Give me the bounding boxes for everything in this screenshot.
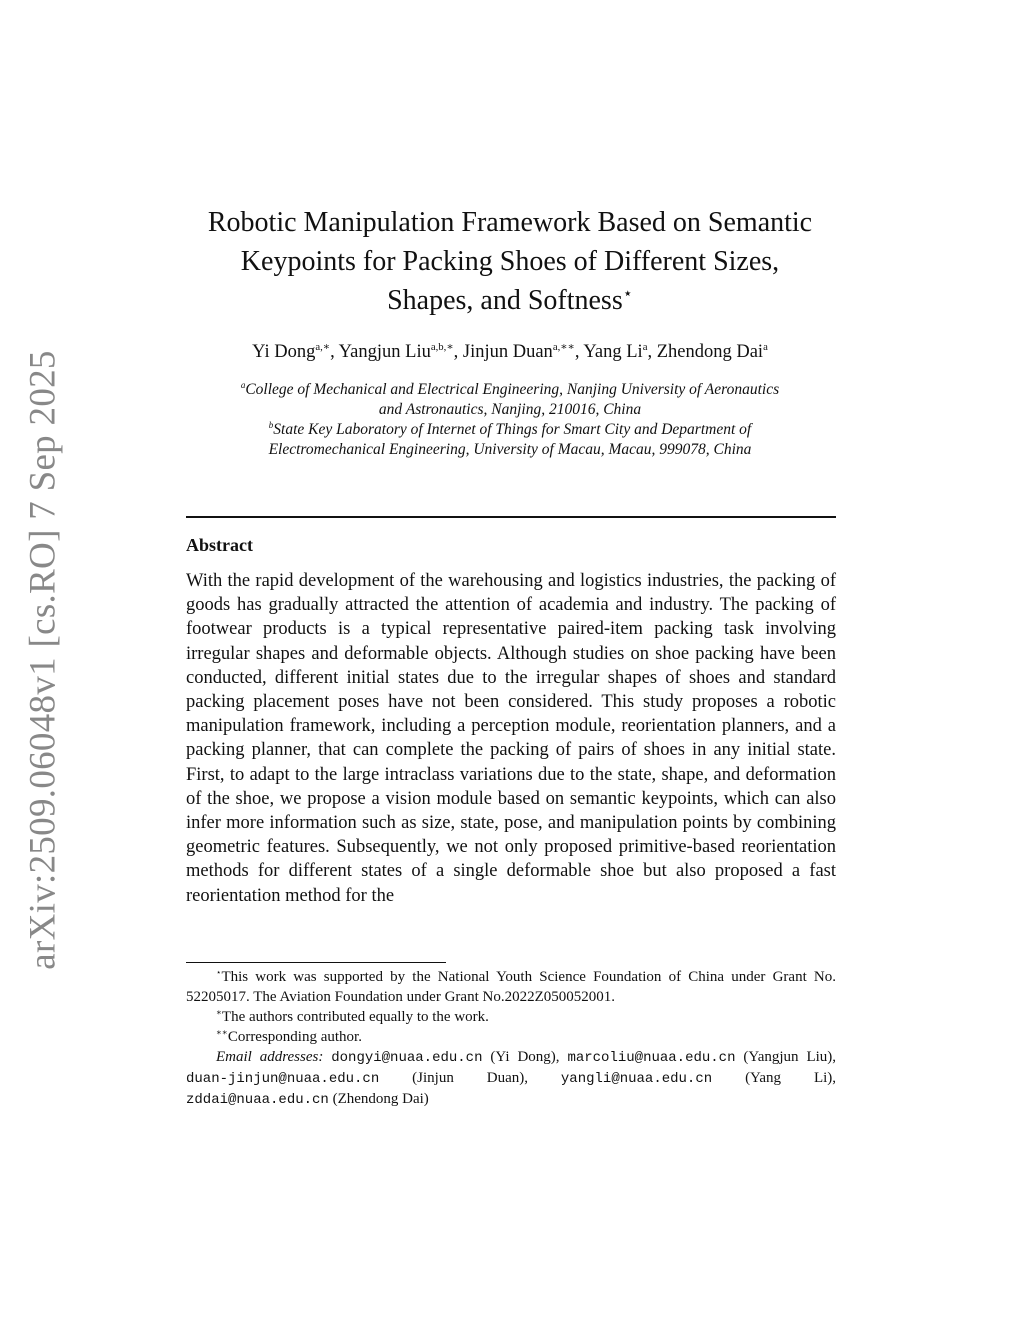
email-label: Email addresses: xyxy=(216,1049,324,1065)
abstract-heading: Abstract xyxy=(186,535,253,555)
footnote-emails xyxy=(186,1047,836,1110)
footnote-corresponding xyxy=(186,1027,836,1047)
title-line-2: Keypoints for Packing Shoes of Different Sizes, xyxy=(240,246,780,277)
email-owner: (Zhendong Dai) xyxy=(332,1091,429,1107)
footnote-corr-text: Corresponding author. xyxy=(227,1029,362,1045)
footnote-funding-text: This work was supported by the National Youth Science Foundation of China under Grant No. 52205017. The Aviation Foundation under Grant No.2022Z050052001. xyxy=(186,969,836,1005)
author-name: Zhendong Dai xyxy=(656,342,764,362)
affiliation-a-line-1 xyxy=(180,380,840,400)
email-owner: (Jinjun Duan), xyxy=(412,1070,528,1086)
author-affil-mark: a xyxy=(642,340,648,353)
title-line-3-text: Shapes, and Softness xyxy=(387,285,623,316)
footnote-equal-contribution xyxy=(186,1007,836,1027)
footnotes xyxy=(186,967,836,1110)
footnote-corr-mark: ∗∗ xyxy=(216,1027,228,1037)
title-line-3 xyxy=(180,281,840,320)
affiliation-b-mark: b xyxy=(268,419,274,430)
email-owner: (Yi Dong), xyxy=(490,1049,560,1065)
author-list: Yi Dong$^{a,∗}$, Yangjun Liu$^{a,b,∗}$, Jinjun Duan$^{a,∗∗}$, Yang Li$^a$, Zhendong Dai$^a$ xyxy=(252,340,768,362)
email-owner: (Yangjun Liu), xyxy=(743,1049,837,1065)
author-name: Jinjun Duan xyxy=(462,342,553,362)
author-name: Yangjun Liu xyxy=(338,342,431,362)
affiliation-a-line-2: and Astronautics, Nanjing, 210016, China xyxy=(378,401,642,418)
email-link[interactable]: yangli@nuaa.edu.cn xyxy=(560,1071,713,1087)
footnote-equal-text: The authors contributed equally to the work. xyxy=(221,1009,489,1025)
affiliation-b-line-2: Electromechanical Engineering, University of Macau, Macau, 999078, China xyxy=(268,441,752,458)
author-name: Yi Dong xyxy=(252,342,316,362)
author-name: Yang Li xyxy=(583,342,643,362)
abstract-text: With the rapid development of the warehousing and logistics industries, the packing of goods has gradually attracted the attention of academia and industry. The packing of footwear products is a typical representative paired-item packing task involving irregular shapes and deformable objects. Although studies on shoe packing have been conducted, different initial states due to the irregular shapes of shoes and standard packing placement poses have not been considered. This study proposes a robotic manipulation framework, including a perception module, reorientation planners, and a packing planner, that can complete the packing of pairs of shoes in any initial state. First, to adapt to the large intraclass variations due to the state, shape, and deformation of the shoe, we propose a vision module based on semantic keypoints, which can also infer more information such as size, state, pose, and manipulation points by combining geometric features. Subsequently, we not only proposed primitive-based reorientation methods for different states of a single deformable shoe but also proposed a fast reorientation method for the xyxy=(186,571,836,906)
title-footnote-mark: ⋆ xyxy=(622,284,633,303)
abstract-top-rule xyxy=(186,516,836,518)
email-owner: (Yang Li), xyxy=(745,1070,837,1086)
footnote-equal-mark: ∗ xyxy=(216,1007,222,1017)
affiliation-b-line-1 xyxy=(180,420,840,440)
affiliation-b-text-1: State Key Laboratory of Internet of Things for Smart City and Department of xyxy=(273,421,752,438)
title-line-1: Robotic Manipulation Framework Based on Semantic xyxy=(207,207,813,238)
email-link[interactable]: dongyi@nuaa.edu.cn xyxy=(331,1050,483,1066)
affiliation-a-text-1: College of Mechanical and Electrical Engineering, Nanjing University of Aeronautics xyxy=(245,381,780,398)
email-link[interactable]: marcoliu@nuaa.edu.cn xyxy=(567,1050,736,1066)
author-affil-mark: a,b,∗ xyxy=(430,340,454,353)
author-affil-mark: a,∗ xyxy=(315,340,331,353)
footnote-funding xyxy=(186,967,836,1007)
footnote-rule xyxy=(186,962,446,963)
author-affil-mark: a xyxy=(763,340,768,353)
email-link[interactable]: zddai@nuaa.edu.cn xyxy=(186,1092,329,1108)
arxiv-side-stamp: arXiv:2509.06048v1 [cs.RO] 7 Sep 2025 xyxy=(22,350,64,970)
affiliation-a-mark: a xyxy=(240,379,246,390)
paper-title xyxy=(180,203,840,320)
affiliations xyxy=(180,380,840,460)
author-affil-mark: a,∗∗ xyxy=(552,340,575,353)
email-link[interactable]: duan-jinjun@nuaa.edu.cn xyxy=(186,1071,380,1087)
footnote-star-mark: ⋆ xyxy=(216,967,222,977)
